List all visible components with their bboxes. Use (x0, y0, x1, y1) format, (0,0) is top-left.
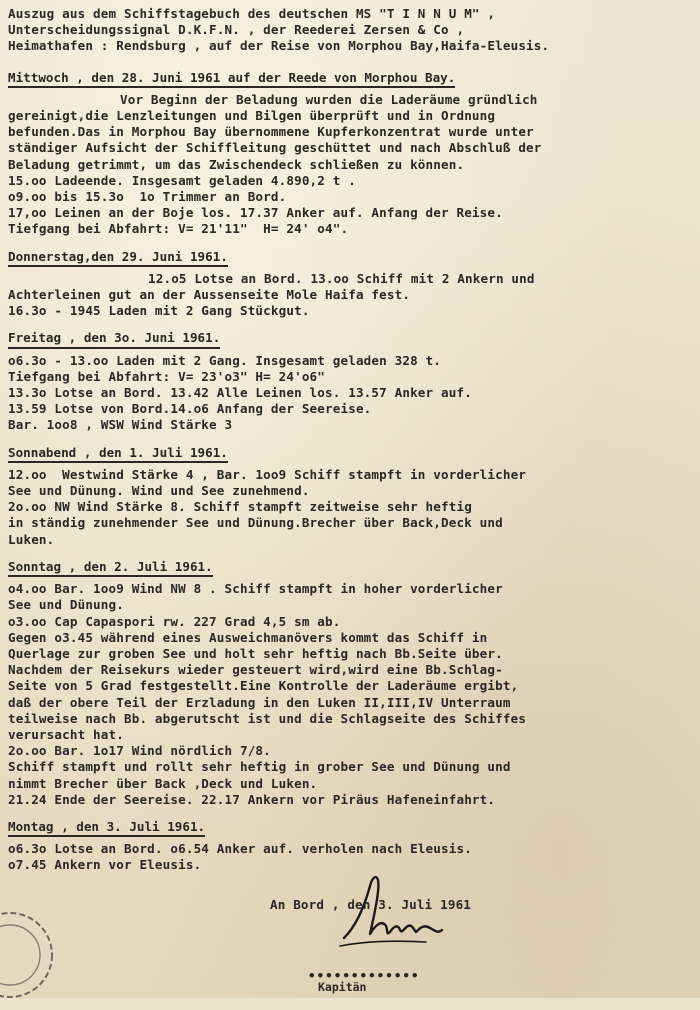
place-date-line: An Bord , den 3. Juli 1961 (270, 897, 472, 912)
entry-line: 15.oo Ladeende. Insgesamt geladen 4.890,2 t . (8, 172, 356, 188)
entry-line: Seite von 5 Grad festgestellt.Eine Kontrolle der Laderäume ergibt, (8, 678, 519, 694)
entry-line: 2o.oo NW Wind Stärke 8. Schiff stampft zeitweise sehr heftig (8, 499, 472, 515)
entry-line: Luken. (8, 531, 55, 547)
entry-heading: Sonntag , den 2. Juli 1961. (8, 559, 213, 577)
entry-line: Tiefgang bei Abfahrt: V= 21'11" H= 24' o4". (8, 221, 349, 237)
entry-heading: Donnerstag,den 29. Juni 1961. (8, 249, 228, 267)
ship-stamp-icon (0, 900, 70, 1010)
entry-heading: Montag , den 3. Juli 1961. (8, 819, 205, 837)
entry-line: See und Dünung. Wind und See zunehmend. (8, 483, 310, 499)
entry-line: in ständig zunehmender See und Dünung.Brecher über Back,Deck und (8, 515, 503, 531)
entry-line: o6.3o Lotse an Bord. o6.54 Anker auf. verholen nach Eleusis. (8, 841, 472, 857)
entry-line: Achterleinen gut an der Aussenseite Mole Haifa fest. (8, 287, 411, 303)
entry-line: Schiff stampft und rollt sehr heftig in grober See und Dünung und (8, 759, 511, 775)
entry-line: gereinigt,die Lenzleitungen und Bilgen überprüft und in Ordnung (8, 108, 496, 124)
entry-line: 21.24 Ende der Seereise. 22.17 Ankern vor Piräus Hafeneinfahrt. (8, 791, 496, 807)
entry-sunday (8, 556, 690, 808)
entry-line: Vor Beginn der Beladung wurden die Laderäume gründlich (120, 91, 538, 107)
entry-line: Tiefgang bei Abfahrt: V= 23'o3" H= 24'o6" (8, 368, 326, 384)
entry-friday (8, 327, 690, 433)
entry-line: daß der obere Teil der Erzladung in den Luken II,III,IV Unterraum (8, 694, 511, 710)
entry-wednesday (8, 67, 690, 238)
entry-heading: Sonnabend , den 1. Juli 1961. (8, 445, 228, 463)
entry-line: o4.oo Bar. 1oo9 Wind NW 8 . Schiff stampft in hoher vorderlicher (8, 581, 503, 597)
entry-thursday (8, 246, 690, 320)
header-line-3: Heimathafen : Rendsburg , auf der Reise von Morphou Bay,Haifa-Eleusis. (8, 38, 550, 54)
entry-line: Gegen o3.45 während eines Ausweichmanövers kommt das Schiff in (8, 629, 488, 645)
captain-title: Kapitän (318, 980, 367, 994)
entry-line: ständiger Aufsicht der Schiffleitung geschüttet und nach Abschluß der (8, 140, 542, 156)
captain-signature (330, 868, 450, 958)
entry-line: o6.3o - 13.oo Laden mit 2 Gang. Insgesamt geladen 328 t. (8, 352, 441, 368)
entry-line: o9.oo bis 15.3o 1o Trimmer an Bord. (8, 189, 287, 205)
entry-line: teilweise nach Bb. abgerutscht ist und die Schlagseite des Schiffes (8, 710, 527, 726)
header-line-2: Unterscheidungssignal D.K.F.N. , der Reederei Zersen & Co , (8, 22, 465, 38)
entry-line: verursacht hat. (8, 726, 124, 742)
entry-heading: Mittwoch , den 28. Juni 1961 auf der Reede von Morphou Bay. (8, 70, 455, 88)
entry-line: 17,oo Leinen an der Boje los. 17.37 Anker auf. Anfang der Reise. (8, 205, 503, 221)
header-line-1: Auszug aus dem Schiffstagebuch des deutschen MS "T I N N U M" , (8, 6, 496, 21)
entry-line: 2o.oo Bar. 1o17 Wind nördlich 7/8. (8, 743, 271, 759)
entry-line: 12.o5 Lotse an Bord. 13.oo Schiff mit 2 Ankern und (148, 270, 535, 286)
entry-line: nimmt Brecher über Back ,Deck und Luken. (8, 775, 318, 791)
entry-line: Bar. 1oo8 , WSW Wind Stärke 3 (8, 417, 233, 433)
entry-line: Beladung getrimmt, um das Zwischendeck schließen zu können. (8, 156, 465, 172)
entry-monday (8, 816, 690, 874)
entry-line: 13.59 Lotse von Bord.14.o6 Anfang der Seereise. (8, 401, 372, 417)
entry-line: o7.45 Ankern vor Eleusis. (8, 857, 202, 873)
entry-heading: Freitag , den 3o. Juni 1961. (8, 330, 220, 348)
entry-saturday (8, 442, 690, 548)
entry-line: o3.oo Cap Capaspori rw. 227 Grad 4,5 sm ab. (8, 613, 341, 629)
entry-line: 16.3o - 1945 Laden mit 2 Gang Stückgut. (8, 303, 310, 319)
entry-line: Nachdem der Reisekurs wieder gesteuert wird,wird eine Bb.Schlag- (8, 662, 503, 678)
entry-line: See und Dünung. (8, 597, 124, 613)
signature-dots: ••••••••••••• (308, 968, 420, 983)
entry-line: 12.oo Westwind Stärke 4 , Bar. 1oo9 Schiff stampft in vorderlicher (8, 466, 527, 482)
document-header (8, 6, 690, 55)
entry-line: Querlage zur groben See und holt sehr heftig nach Bb.Seite über. (8, 645, 503, 661)
entry-line: befunden.Das in Morphou Bay übernommene Kupferkonzentrat wurde unter (8, 124, 534, 140)
entry-line: 13.3o Lotse an Bord. 13.42 Alle Leinen los. 13.57 Anker auf. (8, 385, 472, 401)
